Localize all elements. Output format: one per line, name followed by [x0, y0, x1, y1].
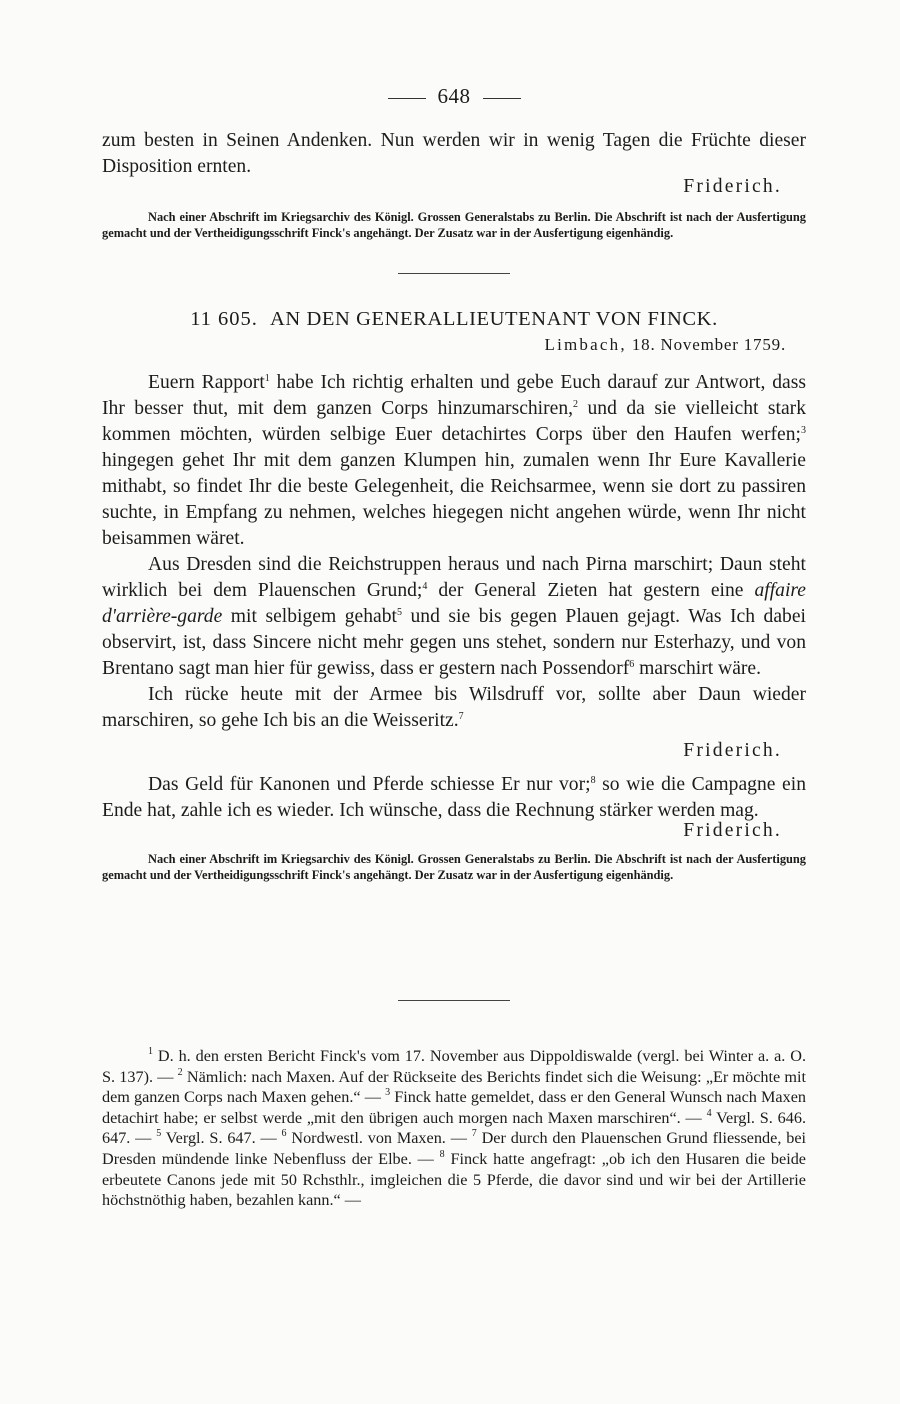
- letter-date: 18. November 1759.: [631, 335, 786, 354]
- letter-title: [102, 308, 806, 331]
- page-header: [102, 84, 806, 109]
- footnote-4: Vergl. S. 646. 647. —: [102, 1108, 806, 1148]
- paragraph-3: [102, 682, 806, 734]
- footnote-ref-3: 3: [801, 425, 806, 436]
- footnote-ref-1: 1: [264, 373, 270, 384]
- footnote-2: Nämlich: nach Maxen. Auf der Rückseite des Berichts findet sich die Weisung: „Er möchte mit dem ganzen Corps nach Maxen gehen.“ —: [102, 1067, 806, 1107]
- footnote-marker-4: 4: [706, 1107, 712, 1119]
- p2-text-e: marschirt wäre.: [634, 658, 762, 679]
- footnote-marker-7: 7: [471, 1128, 477, 1140]
- letter-heading: [102, 308, 806, 355]
- page-number: 648: [437, 84, 471, 108]
- p2-text-b: der General Zieten hat gestern eine: [427, 580, 755, 601]
- footnote-ref-8: 8: [590, 775, 596, 786]
- footnote-marker-1: 1: [148, 1046, 153, 1057]
- p3-text-a: Ich rücke heute mit der Armee bis Wilsdruff vor, sollte aber Daun wieder marschiren, so gehe Ich bis an die Weisseritz.: [102, 684, 806, 731]
- p2-text-a: Aus Dresden sind die Reichstruppen heraus und nach Pirna marschirt; Daun steht wirklich bei dem Plauenschen Grund;: [102, 554, 806, 601]
- header-dash-left: [388, 98, 426, 99]
- previous-letter-end: [102, 128, 806, 241]
- p1-text-b: habe Ich richtig erhalten und gebe Euch darauf zur Antwort, dass Ihr besser thut, mit dem ganzen Corps hinzumarschiren,: [102, 372, 806, 419]
- p2-text-d: und sie bis gegen Plauen gejagt. Was Ich dabei observirt, ist, dass Sincere nicht mehr gegen uns stehet, sondern nur Esterhazy, und von Brentano sagt man hier für gewiss, dass er gestern nach Possendorf: [102, 606, 806, 679]
- letter-place: Limbach,: [544, 335, 627, 354]
- ps-text-a: Das Geld für Kanonen und Pferde schiesse Er nur vor;: [148, 774, 591, 795]
- ps-text-b: so wie die Campagne ein Ende hat, zahle ich es wieder. Ich wünsche, dass die Rechnung stärker werden mag.: [102, 774, 806, 821]
- footnote-5: Vergl. S. 647. —: [161, 1129, 282, 1148]
- footnote-marker-3: 3: [385, 1087, 391, 1099]
- letter-signature: Friderich.: [683, 740, 782, 761]
- header-dash-right: [483, 98, 521, 99]
- footnote-ref-7: 7: [458, 711, 464, 722]
- p2-text-c: mit selbigem gehabt: [222, 606, 397, 627]
- footnote-8: Finck hatte angefragt: „ob ich den Husaren die beide erbeutete Canons jede mit 50 Rchsthlr., imgleichen die 5 Pferde, die davor sind und wir bei der Artillerie höchstnöthig haben, bezahlen kann.“ —: [102, 1149, 806, 1210]
- paragraph-1: [102, 370, 806, 552]
- rule-line: [398, 1000, 510, 1001]
- footnote-ref-5: 5: [396, 607, 402, 618]
- letter-addressee: AN DEN GENERALLIEUTENANT VON FINCK.: [269, 308, 718, 330]
- footnotes-text: [102, 1046, 806, 1211]
- letter-body: [102, 370, 806, 883]
- letter-place-date: [102, 335, 806, 355]
- footnotes: [102, 1046, 806, 1211]
- footnote-3: Finck hatte gemeldet, dass er den General Wunsch nach Maxen detachirt habe; er selbst werde „mit den übrigen auch morgen nach Maxen marschiren“. —: [102, 1088, 806, 1127]
- footnote-1: D. h. den ersten Bericht Finck's vom 17. November aus Dippoldiswalde (vergl. bei Winter a. a. O. S. 137). —: [102, 1047, 806, 1086]
- footnote-ref-4: 4: [422, 581, 428, 592]
- p1-text-d: hingegen gehet Ihr mit dem ganzen Klumpen hin, zumalen wenn Ihr Eure Kavallerie mithabt, so findet Ihr die beste Gelegenheit, die Reichsarmee, wenn sie dort zu passiren suchte, in Empfang zu nehmen, welches hiegegen nicht angehen würde, wenn Ihr nicht beisammen wäret.: [102, 450, 806, 549]
- letter-number: 11 605.: [190, 308, 258, 330]
- footnote-ref-6: 6: [629, 659, 635, 670]
- section-rule-bottom: [102, 1000, 806, 1001]
- previous-letter-text: zum besten in Seinen Andenken. Nun werden wir in wenig Tagen die Früchte dieser Disposition ernten.: [102, 130, 806, 177]
- paragraph-2: [102, 552, 806, 682]
- postscript: [102, 772, 806, 824]
- footnote-marker-5: 5: [156, 1128, 162, 1140]
- previous-letter-signature: Friderich.: [683, 176, 782, 197]
- footnote-6: Nordwestl. von Maxen. —: [286, 1129, 472, 1148]
- p1-text-c: und da sie vielleicht stark kommen möchten, würden selbige Euer detachirtes Corps über den Haufen werfen;: [102, 398, 806, 445]
- postscript-signature: Friderich.: [683, 820, 782, 841]
- p1-text-a: Euern Rapport: [148, 372, 265, 393]
- footnote-marker-2: 2: [177, 1066, 183, 1078]
- rule-line: [398, 273, 510, 274]
- footnote-marker-6: 6: [281, 1128, 287, 1140]
- section-rule-top: [102, 273, 806, 274]
- footnote-ref-2: 2: [573, 399, 579, 410]
- footnote-7: Der durch den Plauenschen Grund fliessende, bei Dresden mündende linke Nebenfluss der Elbe. —: [102, 1129, 807, 1168]
- footnote-marker-8: 8: [439, 1148, 445, 1160]
- letter-source-note: Nach einer Abschrift im Kriegsarchiv des Königl. Grossen Generalstabs zu Berlin. Die Abschrift ist nach der Ausfertigung gemacht und der Vertheidigungsschrift Finck's angehängt. Der Zusatz war in der Ausfertigung eigenhändig.: [102, 852, 806, 882]
- previous-letter-source-note: Nach einer Abschrift im Kriegsarchiv des Königl. Grossen Generalstabs zu Berlin. Die Abschrift ist nach der Ausfertigung gemacht und der Vertheidigungsschrift Finck's angehängt. Der Zusatz war in der Ausfertigung eigenhändig.: [102, 210, 806, 240]
- p2-italic-phrase: affaire d'arrière-garde: [102, 580, 806, 627]
